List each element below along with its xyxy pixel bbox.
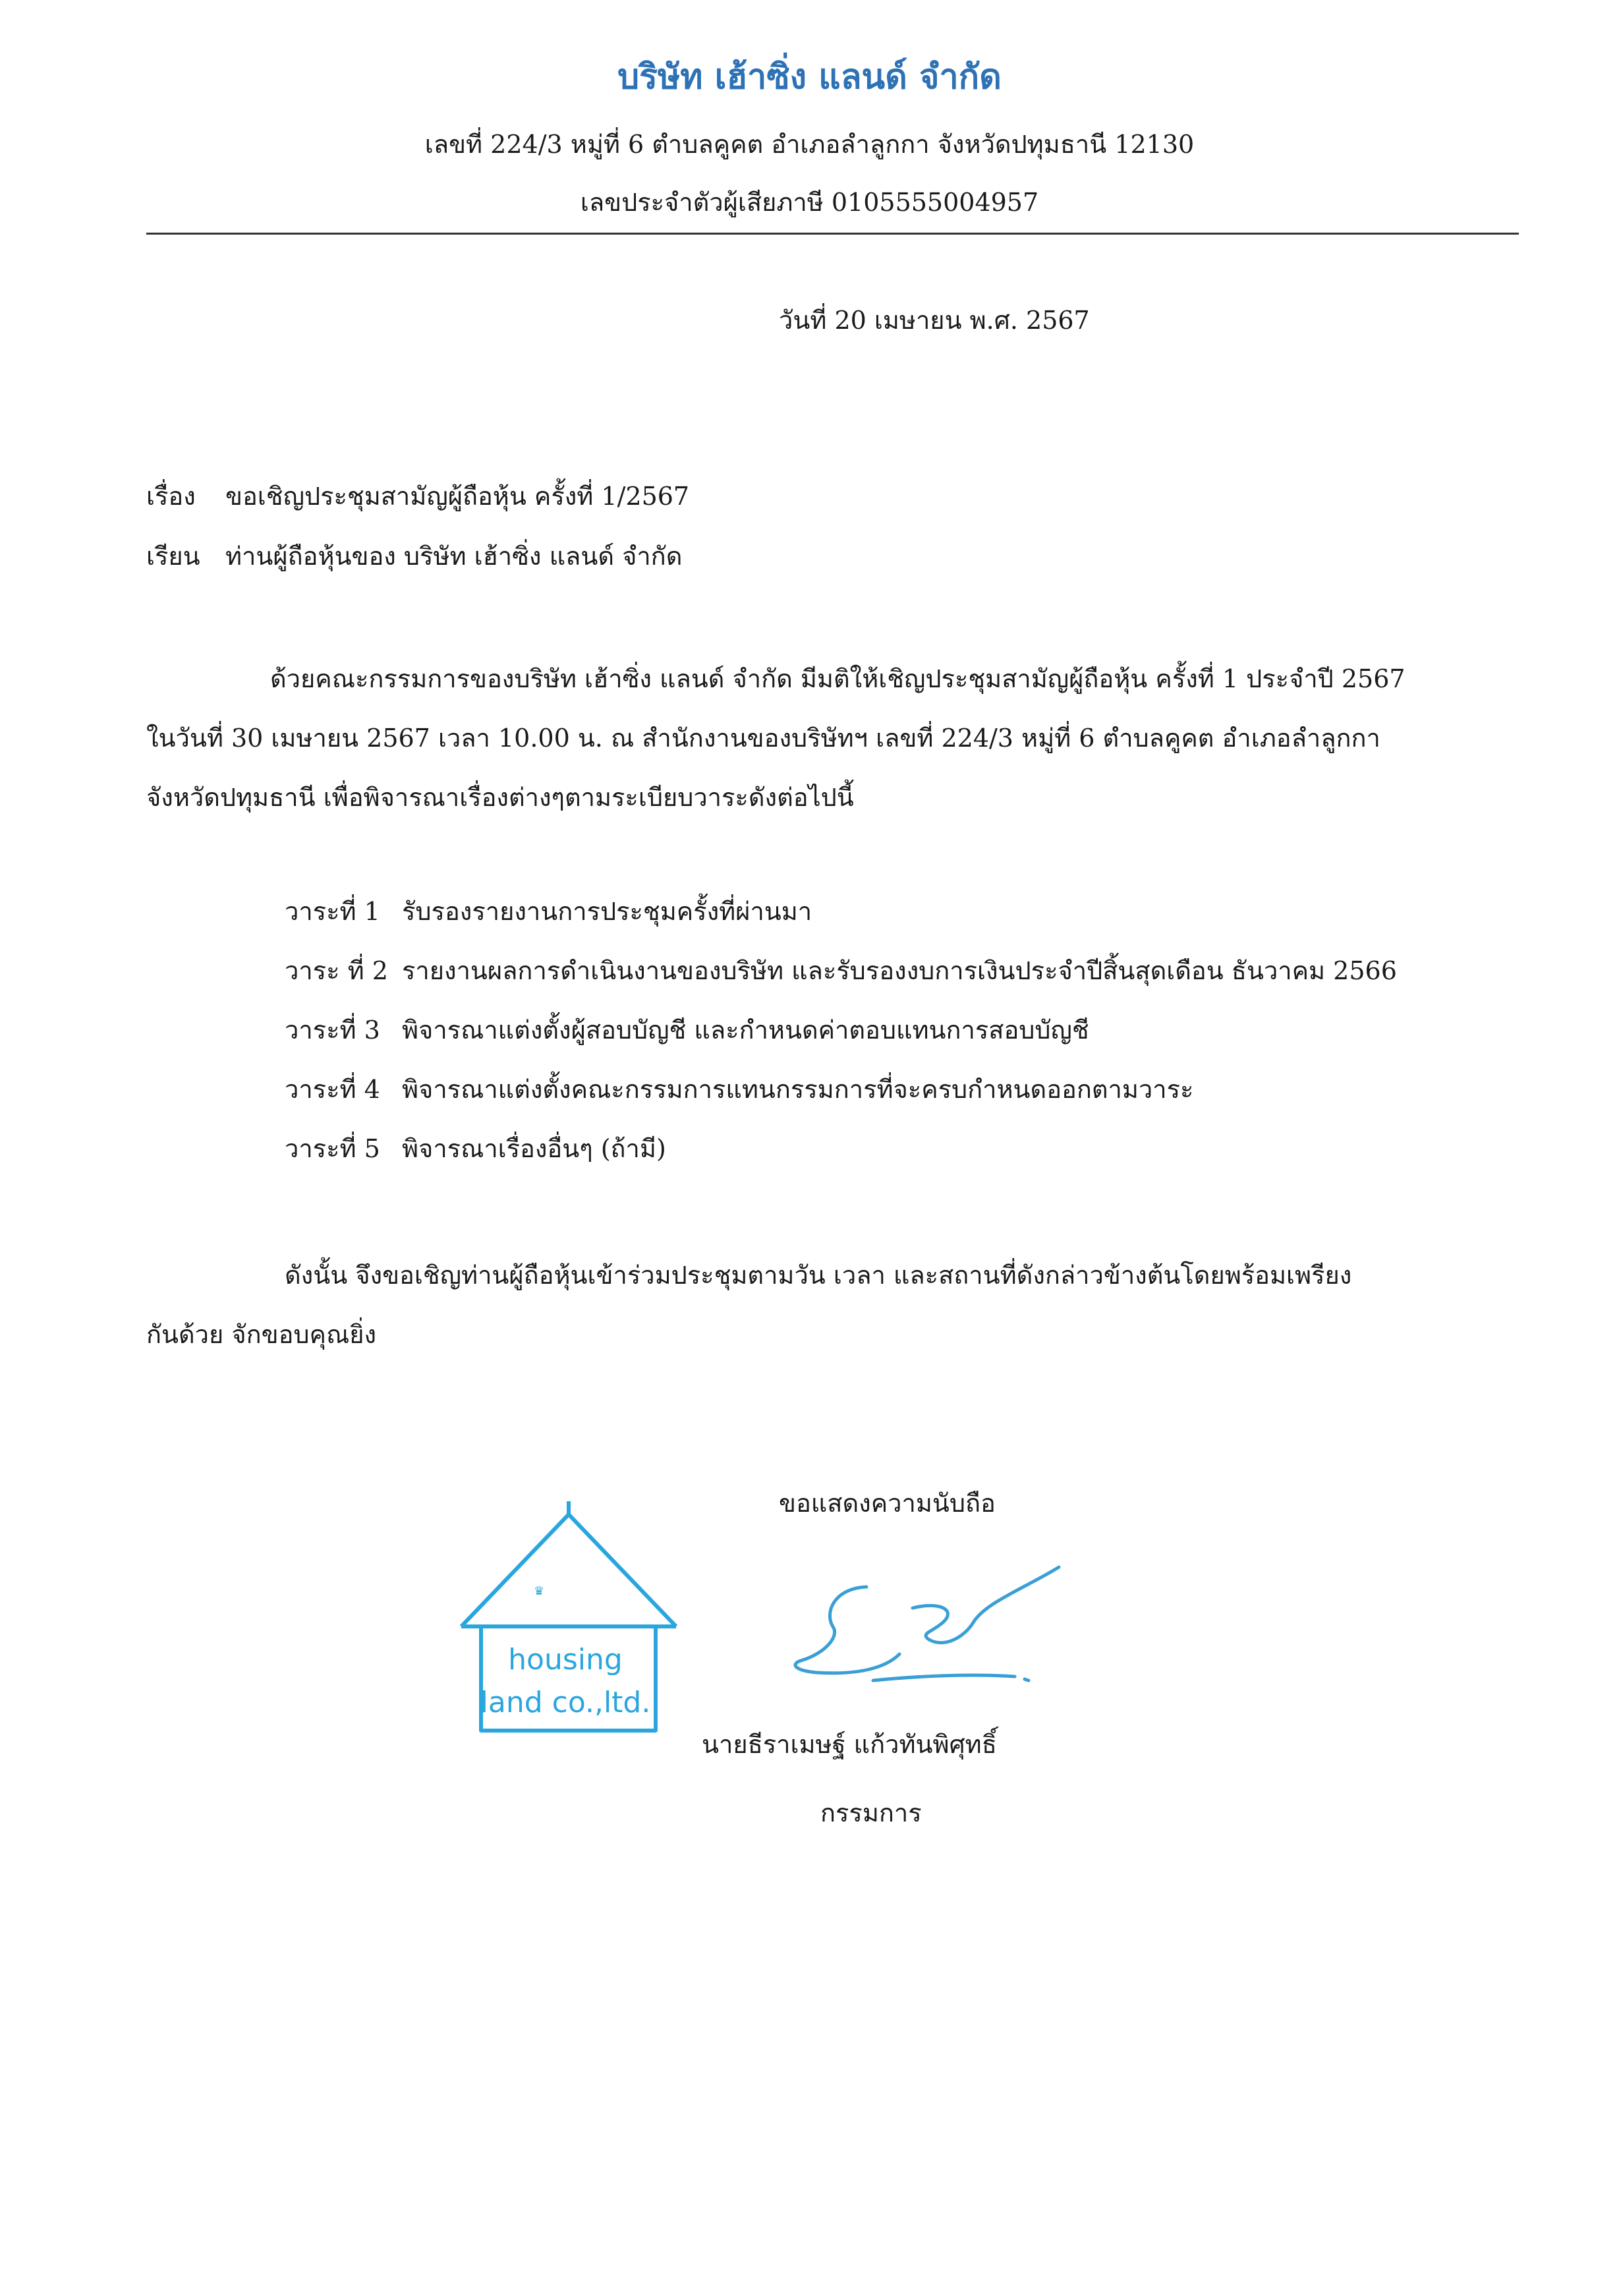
subject-row (146, 476, 689, 516)
sign-off-regards: ขอแสดงความนับถือ (779, 1489, 996, 1518)
subject-label: เรื่อง (146, 482, 196, 511)
letter-date: วันที่ 20 เมษายน พ.ศ. 2567 (779, 306, 1090, 335)
agenda-item (285, 950, 1397, 990)
agenda-text: พิจารณาแต่งตั้งผู้สอบบัญชี และกำหนดค่าตอบแทนการสอบบัญชี (402, 1016, 1089, 1045)
agenda-label: วาระที่ 4 (285, 1075, 380, 1104)
company-address: เลขที่ 224/3 หมู่ที่ 6 ตำบลคูคต อำเภอลำลูกกา จังหวัดปทุมธานี 12130 (424, 130, 1195, 159)
recipient-row (146, 536, 682, 576)
agenda-label: วาระที่ 5 (285, 1134, 380, 1163)
agenda-item (285, 1128, 666, 1168)
company-name: บริษัท เฮ้าซิ่ง แลนด์ จำกัด (617, 57, 1002, 97)
agenda-item (285, 891, 812, 931)
agenda-label: วาระที่ 3 (285, 1016, 380, 1045)
agenda-label: วาระ ที่ 2 (285, 956, 388, 985)
stamp-line-2: land co.,ltd. (480, 1686, 651, 1719)
agenda-item (285, 1069, 1193, 1109)
body-paragraph-line: ในวันที่ 30 เมษายน 2567 เวลา 10.00 น. ณ สำนักงานของบริษัทฯ เลขที่ 224/3 หมู่ที่ 6 ตำบลคูคต อำเภอลำลูกกา (146, 724, 1380, 753)
signer-title: กรรมการ (820, 1798, 922, 1827)
handwritten-signature (787, 1562, 1077, 1700)
svg-text:♛: ♛ (534, 1584, 545, 1598)
recipient-text: ท่านผู้ถือหุ้นของ บริษัท เฮ้าซิ่ง แลนด์ จำกัด (225, 542, 683, 571)
body-paragraph-line: ด้วยคณะกรรมการของบริษัท เฮ้าซิ่ง แลนด์ จำกัด มีมติให้เชิญประชุมสามัญผู้ถือหุ้น ครั้งที่ 1 ประจำปี 2567 (270, 664, 1406, 693)
closing-paragraph-line: กันด้วย จักขอบคุณยิ่ง (146, 1320, 377, 1349)
header-divider (146, 233, 1519, 235)
body-paragraph-line: จังหวัดปทุมธานี เพื่อพิจารณาเรื่องต่างๆตามระเบียบวาระดังต่อไปนี้ (146, 783, 854, 812)
signer-name: นายธีราเมษฐ์ แก้วทันพิศุทธิ์ (702, 1730, 997, 1759)
company-stamp-icon (455, 1495, 679, 1738)
agenda-text: รายงานผลการดำเนินงานของบริษัท และรับรองงบการเงินประจำปีสิ้นสุดเดือน ธันวาคม 2566 (402, 956, 1397, 985)
subject-text: ขอเชิญประชุมสามัญผู้ถือหุ้น ครั้งที่ 1/2567 (225, 482, 690, 511)
agenda-item (285, 1010, 1089, 1050)
closing-paragraph-line: ดังนั้น จึงขอเชิญท่านผู้ถือหุ้นเข้าร่วมประชุมตามวัน เวลา และสถานที่ดังกล่าวข้างต้นโดยพร้อมเพรียง (285, 1261, 1352, 1290)
recipient-label: เรียน (146, 542, 200, 571)
agenda-text: พิจารณาแต่งตั้งคณะกรรมการแทนกรรมการที่จะครบกำหนดออกตามวาระ (402, 1075, 1194, 1104)
agenda-text: พิจารณาเรื่องอื่นๆ (ถ้ามี) (402, 1134, 666, 1163)
agenda-text: รับรองรายงานการประชุมครั้งที่ผ่านมา (402, 897, 812, 926)
agenda-label: วาระที่ 1 (285, 897, 380, 926)
stamp-line-1: housing (508, 1643, 623, 1677)
company-tax-id: เลขประจำตัวผู้เสียภาษี 0105555004957 (580, 188, 1039, 217)
